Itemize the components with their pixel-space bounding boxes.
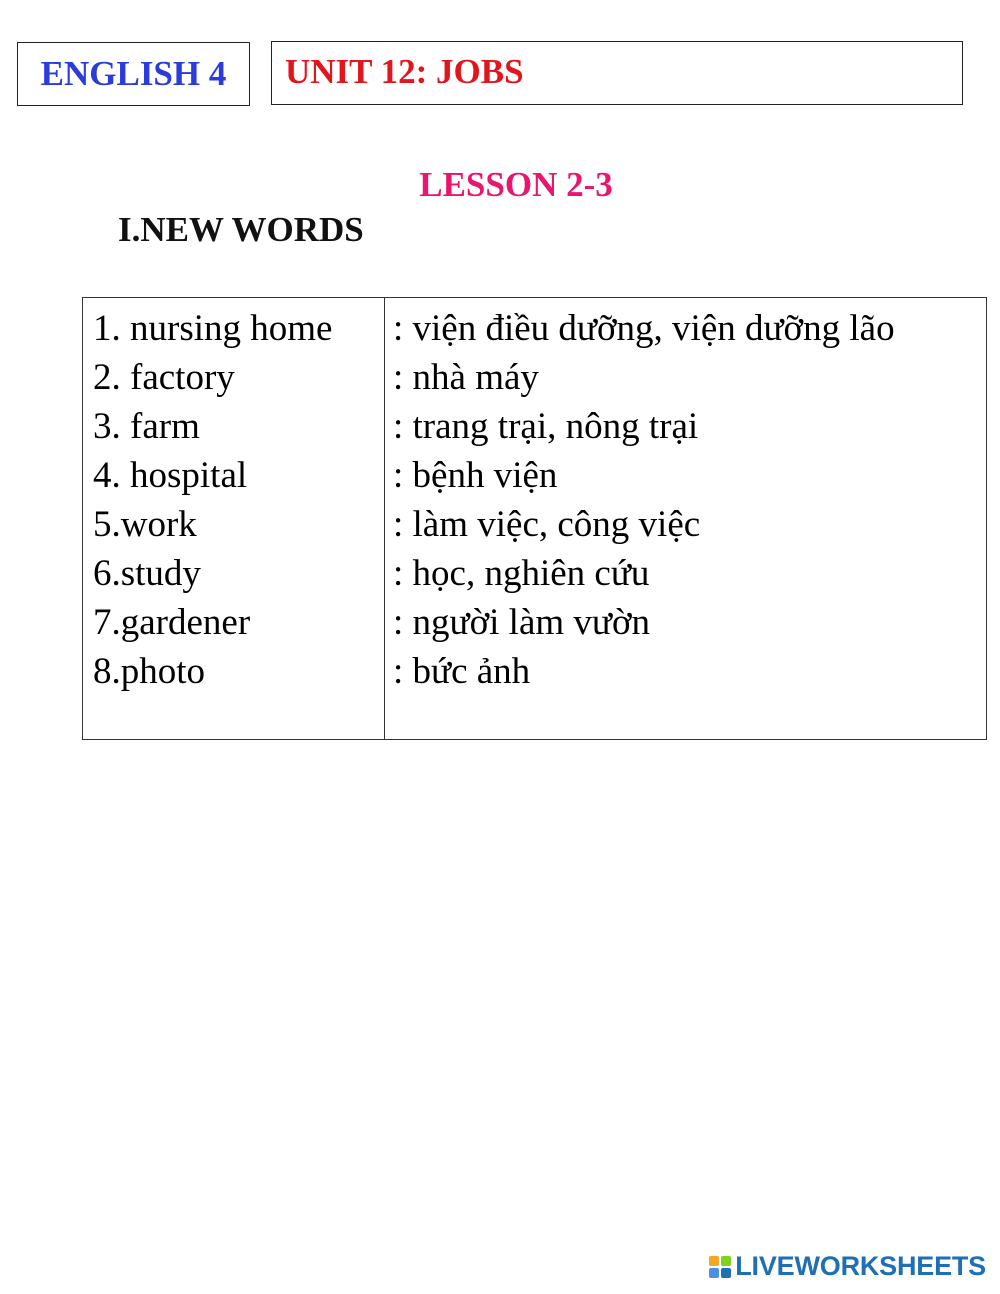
unit-title-box [271, 41, 963, 105]
vocab-meaning: : nhà máy [393, 357, 539, 398]
vocab-word: 5.work [93, 504, 197, 545]
vocab-meaning: : làm việc, công việc [393, 504, 701, 545]
vocab-meaning: : học, nghiên cứu [393, 553, 650, 594]
vocab-word: 3. farm [93, 406, 200, 447]
subject-label-box [17, 42, 250, 106]
vocab-meaning: : viện điều dưỡng, viện dưỡng lão [393, 308, 895, 349]
vocab-word: 7.gardener [93, 602, 251, 643]
vocabulary-words-column [83, 298, 385, 739]
vocab-word: 6.study [93, 553, 201, 594]
vocab-meaning: : trang trại, nông trại [393, 406, 699, 447]
vocab-meaning: : người làm vườn [393, 602, 651, 643]
vocab-word: 1. nursing home [93, 308, 333, 349]
vocab-word: 2. factory [93, 357, 235, 398]
liveworksheets-logo[interactable] [709, 1251, 986, 1282]
liveworksheets-logo-text: LIVEWORKSHEETS [735, 1251, 986, 1281]
section-title: I.NEW WORDS [118, 210, 364, 249]
unit-title: UNIT 12: JOBS [285, 52, 524, 91]
vocabulary-table [82, 297, 987, 740]
subject-label: ENGLISH 4 [40, 54, 227, 93]
liveworksheets-logo-icon [709, 1256, 731, 1278]
vocab-word: 8.photo [93, 651, 206, 692]
vocab-word: 4. hospital [93, 455, 248, 496]
vocab-meaning: : bức ảnh [393, 651, 531, 692]
lesson-title: LESSON 2-3 [419, 165, 613, 204]
vocab-meaning: : bệnh viện [393, 455, 558, 496]
vocabulary-meanings-column [385, 298, 986, 739]
